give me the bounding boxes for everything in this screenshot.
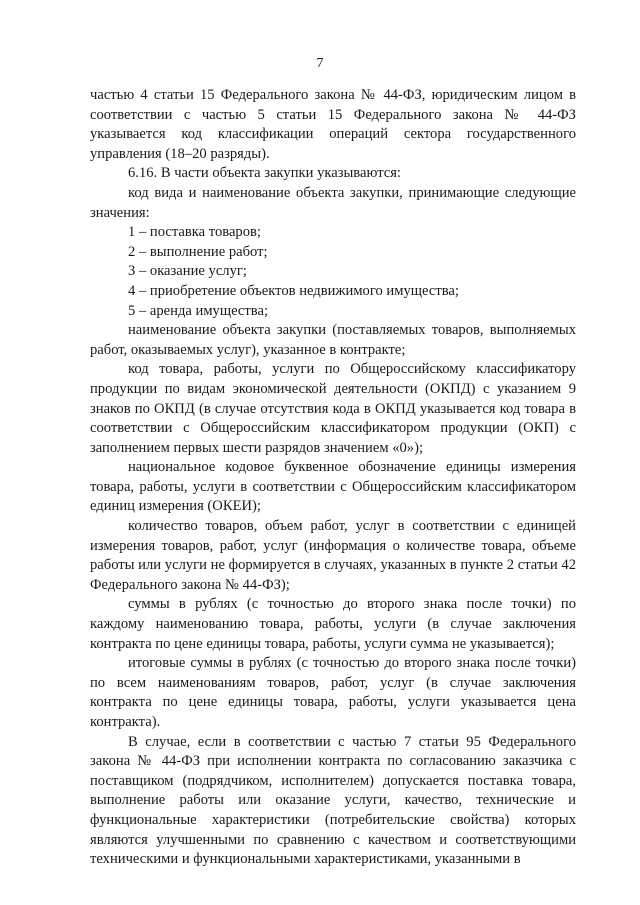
paragraph-continuation: частью 4 статьи 15 Федерального закона № 44-ФЗ, юридическим лицом в соответствии с частью 5 статьи 15 Федерального закона № 44-ФЗ указывается код классификации операций сектора государственного управления (18–20 разряды). <box>90 87 576 162</box>
list-item: 3 – оказание услуг; <box>128 263 247 280</box>
page-number: 7 <box>316 56 324 71</box>
list-item: 4 – приобретение объектов недвижимого имущества; <box>128 282 459 299</box>
paragraph-quantity: количество товаров, объем работ, услуг в соответствии с единицей измерения товаров, работ, услуг (информация о количестве товара, объеме работы или услуги не формируется в случаях, указанных в пункте 2 статьи 42 Федерального закона № 44-ФЗ); <box>90 518 576 593</box>
list-item: 1 – поставка товаров; <box>128 224 261 241</box>
list-item: 5 – аренда имущества; <box>128 302 269 319</box>
paragraph-okpd-code: код товара, работы, услуги по Общероссийскому классификатору продукции по видам экономической деятельности (ОКПД) с указанием 9 знаков по ОКПД (в случае отсутствия кода в ОКПД указывается код товара в соответствии с Общероссийским классификатором продукции (ОКП) с заполнением первых шести разрядов значением «0»); <box>90 361 576 456</box>
paragraph-okei-unit: национальное кодовое буквенное обозначение единицы измерения товара, работы, услуги в соответствии с Общероссийским классификатором единиц измерения (ОКЕИ); <box>90 459 576 515</box>
list-item: 2 – выполнение работ; <box>128 243 268 260</box>
paragraph-section-6-16: 6.16. В части объекта закупки указываются: <box>128 165 401 182</box>
paragraph-improved-goods: В случае, если в соответствии с частью 7 статьи 95 Федерального закона № 44-ФЗ при исполнении контракта по согласованию заказчика с поставщиком (подрядчиком, исполнителем) допускается поставка товара, выполнение работы или оказание услуги, качество, технические и функциональные характеристики (потребительские свойства) которых являются улучшенными по сравнению с качеством и соответствующими техническими и функциональными характеристиками, указанными в <box>90 733 576 868</box>
paragraph-object-name: наименование объекта закупки (поставляемых товаров, выполняемых работ, оказываемых услуг), указанное в контракте; <box>90 322 576 358</box>
paragraph-total-sums: итоговые суммы в рублях (с точностью до второго знака после точки) по всем наименованиям товаров, работ, услуг (в случае заключения контракта по цене единицы товара, работы, услуги указывается цена контракта). <box>90 655 576 730</box>
document-body <box>90 86 576 870</box>
paragraph-sums: суммы в рублях (с точностью до второго знака после точки) по каждому наименованию товара, работы, услуги (в случае заключения контракта по цене единицы товара, работы, услуги сумма не указывается); <box>90 596 576 652</box>
paragraph-object-type: код вида и наименование объекта закупки, принимающие следующие значения: <box>90 184 576 221</box>
